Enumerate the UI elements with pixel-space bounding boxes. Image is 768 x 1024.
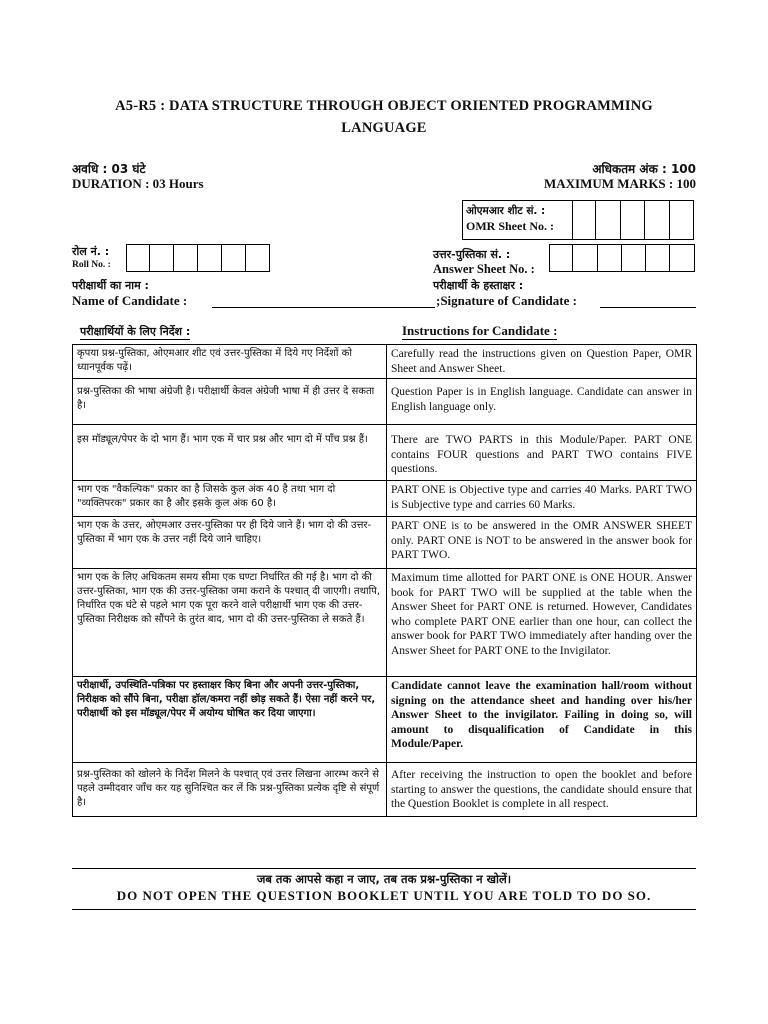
omr-digit-box[interactable] (621, 200, 645, 240)
roll-digit-box[interactable] (222, 244, 246, 272)
paper-title-line1: A5-R5 : DATA STRUCTURE THROUGH OBJECT ORIENTED PROGRAMMING (115, 98, 653, 114)
answer-digit-box[interactable] (622, 244, 646, 272)
instruction-hindi: प्रश्न-पुस्तिका की भाषा अंग्रेजी है। परीक्षार्थी केवल अंग्रेजी भाषा में ही उत्तर दे सकता है। (73, 379, 387, 425)
omr-digit-box[interactable] (596, 200, 620, 240)
roll-no-label-english: Roll No. : (72, 260, 111, 270)
candidate-name-label: Name of Candidate : (72, 293, 188, 308)
instruction-row (73, 481, 697, 517)
roll-no-boxes[interactable] (126, 244, 270, 272)
instruction-hindi: भाग एक के लिए अधिकतम समय सीमा एक घण्टा निर्धारित की गई है। भाग दो की उत्तर-पुस्तिका, भाग एक की उत्तर-पुस्तिका जमा कराने के पश्चात् दी जाएगी। तथापि, निर्धारित एक घंटे से पहले भाग एक पूरा करने वाले परीक्षार्थी भाग एक की उत्तर-पुस्तिका निरीक्षक को सौंपने के तुरंत बाद, भाग दो की उत्तर-पुस्तिका ले सकते हैं। (73, 569, 387, 677)
instruction-english: Candidate cannot leave the examination hall/room without signing on the attendance sheet and handing over his/her Answer Sheet to the invigilator. Failing in doing so, will amount to disqualification of Candidate in this Module/Paper. (387, 677, 697, 763)
candidate-name-field[interactable] (212, 307, 435, 308)
instruction-english: Question Paper is in English language. Candidate can answer in English language only. (387, 379, 697, 425)
answer-sheet-label (433, 247, 535, 277)
instruction-hindi: कृपया प्रश्न-पुस्तिका, ओएमआर शीट एवं उत्तर-पुस्तिका में दिये गए निर्देशों को ध्यानपूर्वक पढ़ें। (73, 345, 387, 379)
answer-sheet-label-hindi: उत्तर-पुस्तिका सं. : (433, 248, 511, 261)
instruction-hindi: प्रश्न-पुस्तिका को खोलने के निर्देश मिलने के पश्चात् एवं उत्तर लिखना आरम्भ करने से पहले उम्मीदवार जाँच कर यह सुनिश्चित कर लें कि प्रश्न-पुस्तिका प्रत्येक दृष्टि से संपूर्ण है। (73, 763, 387, 817)
instruction-english: PART ONE is Objective type and carries 40 Marks. PART TWO is Subjective type and carries 60 Marks. (387, 481, 697, 517)
instruction-row (73, 763, 697, 817)
instruction-english: After receiving the instruction to open the booklet and before starting to answer the questions, the candidate should ensure that the Question Booklet is complete in all respect. (387, 763, 697, 817)
omr-sheet-label (466, 204, 554, 234)
instruction-row (73, 569, 697, 677)
roll-no-label (72, 244, 111, 270)
candidate-name-label-hindi: परीक्षार्थी का नाम : (72, 279, 149, 292)
answer-digit-box[interactable] (646, 244, 670, 272)
instructions-heading-hindi: परीक्षार्थियों के लिए निर्देश : (80, 325, 191, 338)
signature-label-hindi: परीक्षार्थी के हस्ताक्षर : (433, 279, 524, 292)
instruction-row (73, 677, 697, 763)
omr-sheet-number-boxes[interactable] (572, 200, 694, 240)
omr-digit-box[interactable] (572, 200, 596, 240)
answer-sheet-label-english: Answer Sheet No. : (433, 262, 535, 276)
instruction-english: Maximum time allotted for PART ONE is ONE HOUR. Answer book for PART TWO will be supplied at the table when the Answer Sheet for PART ONE is returned. However, Candidates who complete PART ONE earlier than one hour, can collect the answer book for PART TWO immediately after handing over the Answer Sheet for PART ONE to the Invigilator. (387, 569, 697, 677)
instruction-hindi: भाग एक के उत्तर, ओएमआर उत्तर-पुस्तिका पर ही दिये जाने हैं। भाग दो की उत्तर-पुस्तिका में भाग एक के उत्तर नहीं दिये जाने चाहिए। (73, 517, 387, 569)
signature-label: ;Signature of Candidate : (436, 293, 577, 308)
max-marks-english: MAXIMUM MARKS : 100 (543, 176, 696, 191)
roll-digit-box[interactable] (198, 244, 222, 272)
answer-digit-box[interactable] (549, 244, 573, 272)
instruction-hindi: परीक्षार्थी, उपस्थिति-पत्रिका पर हस्ताक्षर किए बिना और अपनी उत्तर-पुस्तिका, निरीक्षक को सौंपे बिना, परीक्षा हॉल/कमरा नहीं छोड़ सकते हैं। ऐसा नहीं करने पर, परीक्षार्थी को इस मॉड्यूल/पेपर में अयोग्य घोषित कर दिया जाएगा। (73, 677, 387, 763)
roll-digit-box[interactable] (150, 244, 174, 272)
instruction-english: There are TWO PARTS in this Module/Paper. PART ONE contains FOUR questions and PART TWO contains FIVE questions. (387, 425, 697, 481)
instructions-table (72, 344, 697, 817)
duration-hindi: अवधि : 03 घंटे (72, 162, 146, 176)
omr-sheet-label-hindi: ओएमआर शीट सं. : (466, 205, 546, 217)
answer-digit-box[interactable] (598, 244, 622, 272)
instruction-row (73, 379, 697, 425)
instructions-heading-english: Instructions for Candidate : (402, 323, 558, 338)
instruction-english: PART ONE is to be answered in the OMR ANSWER SHEET only. PART ONE is NOT to be answered in the answer book for PART TWO. (387, 517, 697, 569)
footer-divider-bottom (72, 909, 696, 910)
max-marks-hindi: अधिकतम अंक : 100 (592, 162, 696, 176)
footer-divider-top (72, 868, 696, 869)
paper-title-line2: LANGUAGE (341, 120, 427, 136)
footer-warning-english: DO NOT OPEN THE QUESTION BOOKLET UNTIL YOU ARE TOLD TO DO SO. (116, 888, 652, 903)
omr-digit-box[interactable] (645, 200, 669, 240)
omr-sheet-label-english: OMR Sheet No. : (466, 219, 554, 233)
instruction-english: Carefully read the instructions given on Question Paper, OMR Sheet and Answer Sheet. (387, 345, 697, 379)
answer-digit-box[interactable] (670, 244, 694, 272)
roll-digit-box[interactable] (246, 244, 270, 272)
instruction-row (73, 345, 697, 379)
omr-digit-box[interactable] (670, 200, 694, 240)
instruction-row (73, 425, 697, 481)
roll-no-label-hindi: रोल नं. : (72, 245, 110, 258)
instruction-row (73, 517, 697, 569)
instruction-hindi: इस मॉड्यूल/पेपर के दो भाग हैं। भाग एक में चार प्रश्न और भाग दो में पाँच प्रश्न हैं। (73, 425, 387, 481)
answer-sheet-number-boxes[interactable] (549, 244, 695, 272)
signature-field[interactable] (600, 307, 696, 308)
answer-digit-box[interactable] (573, 244, 597, 272)
duration-english: DURATION : 03 Hours (72, 176, 204, 191)
roll-digit-box[interactable] (174, 244, 198, 272)
instruction-hindi: भाग एक "वैकल्पिक" प्रकार का है जिसके कुल अंक 40 है तथा भाग दो "व्यक्तिपरक" प्रकार का है और इसके कुल अंक 60 है। (73, 481, 387, 517)
footer-warning-hindi: जब तक आपसे कहा न जाए, तब तक प्रश्न-पुस्तिका न खोलें। (256, 872, 512, 886)
roll-digit-box[interactable] (126, 244, 150, 272)
